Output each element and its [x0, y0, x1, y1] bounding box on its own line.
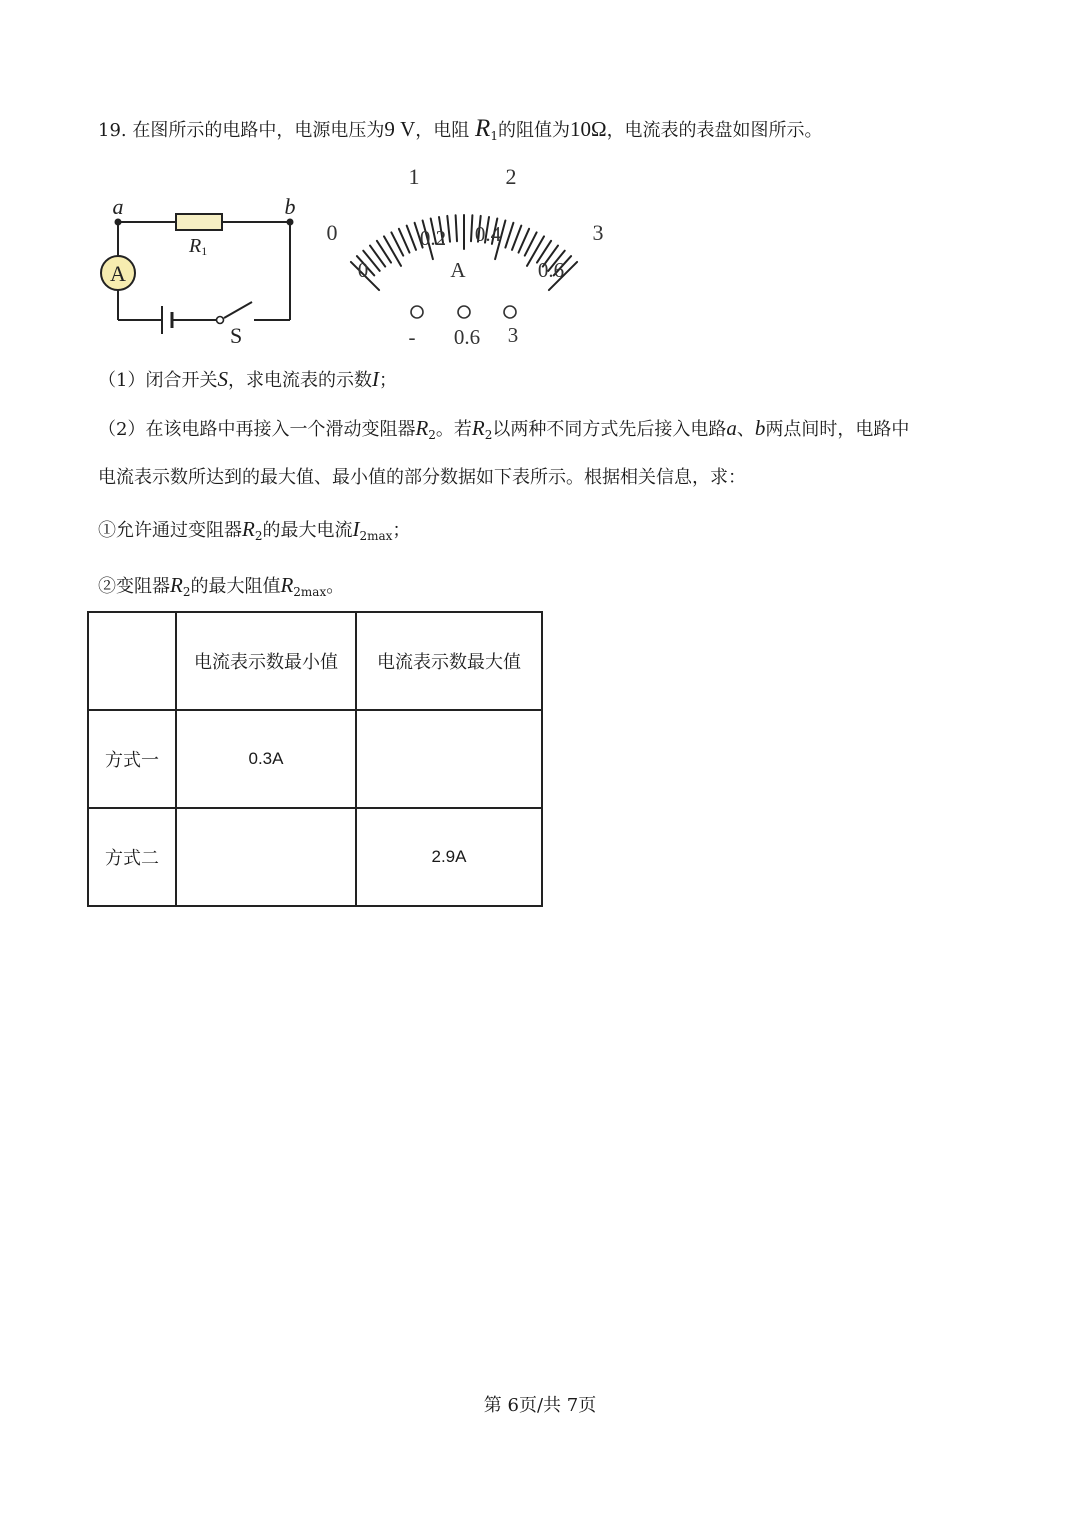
- minor-tick: [512, 226, 521, 250]
- resistor-r1: [176, 214, 222, 230]
- table-header-cell: 电流表示数最小值: [176, 612, 356, 710]
- label-r1: R1: [189, 235, 208, 258]
- table-header-cell: 电流表示数最大值: [356, 612, 542, 710]
- scale-bottom-1: 0.2: [419, 226, 447, 250]
- data-table: [87, 611, 543, 907]
- question-number: 19.: [98, 120, 127, 141]
- table-cell: 方式二: [88, 808, 176, 906]
- sub-question-2-line2: 电流表示数所达到的最大值、最小值的部分数据如下表所示。根据相关信息，求：: [98, 467, 746, 488]
- node-a: [115, 219, 122, 226]
- table-row: [88, 808, 542, 906]
- label-switch: S: [230, 323, 243, 348]
- meter-unit: A: [450, 258, 466, 282]
- ammeter-label: A: [110, 261, 126, 286]
- table-cell: [176, 808, 356, 906]
- ammeter-dial: [318, 160, 618, 350]
- table-header-row: [88, 612, 542, 710]
- scale-bottom-3: 0.6: [537, 258, 565, 282]
- scale-bottom-2: 0.4: [474, 222, 502, 246]
- scale-top-2: 2: [505, 164, 517, 189]
- scale-top-3: 3: [592, 220, 604, 245]
- terminal-negative: [411, 306, 423, 318]
- terminal-0-6: [458, 306, 470, 318]
- question-stem: 19. 在图所示的电路中，电源电压为9 V，电阻 $R_1$的阻值为10Ω，电流表的表盘如图所示。: [98, 115, 823, 143]
- table-row: [88, 710, 542, 808]
- scale-top-0: 0: [326, 220, 338, 245]
- table-cell: 方式一: [88, 710, 176, 808]
- minor-tick: [456, 215, 457, 241]
- table-header-cell: [88, 612, 176, 710]
- scale-bottom-0: 0: [357, 258, 369, 282]
- minor-tick: [471, 215, 472, 241]
- table-cell: [356, 710, 542, 808]
- table-cell: 2.9A: [356, 808, 542, 906]
- switch-contact: [217, 317, 224, 324]
- table-cell: 0.3A: [176, 710, 356, 808]
- circuit-diagram: [92, 190, 312, 350]
- label-a: a: [112, 194, 124, 219]
- page-footer: 第 6页/共 7页: [483, 1395, 597, 1416]
- node-b: [287, 219, 294, 226]
- part-2: ②变阻器$R_2$的最大阻值$R_{2max}$。: [98, 573, 345, 599]
- minor-tick: [505, 223, 513, 248]
- terminal-label-0-6: 0.6: [453, 325, 481, 349]
- minor-tick: [407, 226, 416, 250]
- sub-question-1: （1）闭合开关S，求电流表的示数I；: [98, 367, 397, 391]
- sub-question-2: （2）在该电路中再接入一个滑动变阻器$R_2$。若$R_2$以两种不同方式先后接入电路a、b两点间时，电路中: [98, 416, 910, 442]
- part-1: ①允许通过变阻器$R_2$的最大电流$I_{2max}$；: [98, 517, 411, 543]
- minor-tick: [447, 216, 450, 242]
- terminal-label-negative: -: [408, 325, 416, 349]
- terminal-label-3: 3: [507, 323, 519, 347]
- scale-top-1: 1: [408, 164, 420, 189]
- terminal-3: [504, 306, 516, 318]
- minor-tick: [384, 236, 401, 266]
- label-b: b: [284, 194, 296, 219]
